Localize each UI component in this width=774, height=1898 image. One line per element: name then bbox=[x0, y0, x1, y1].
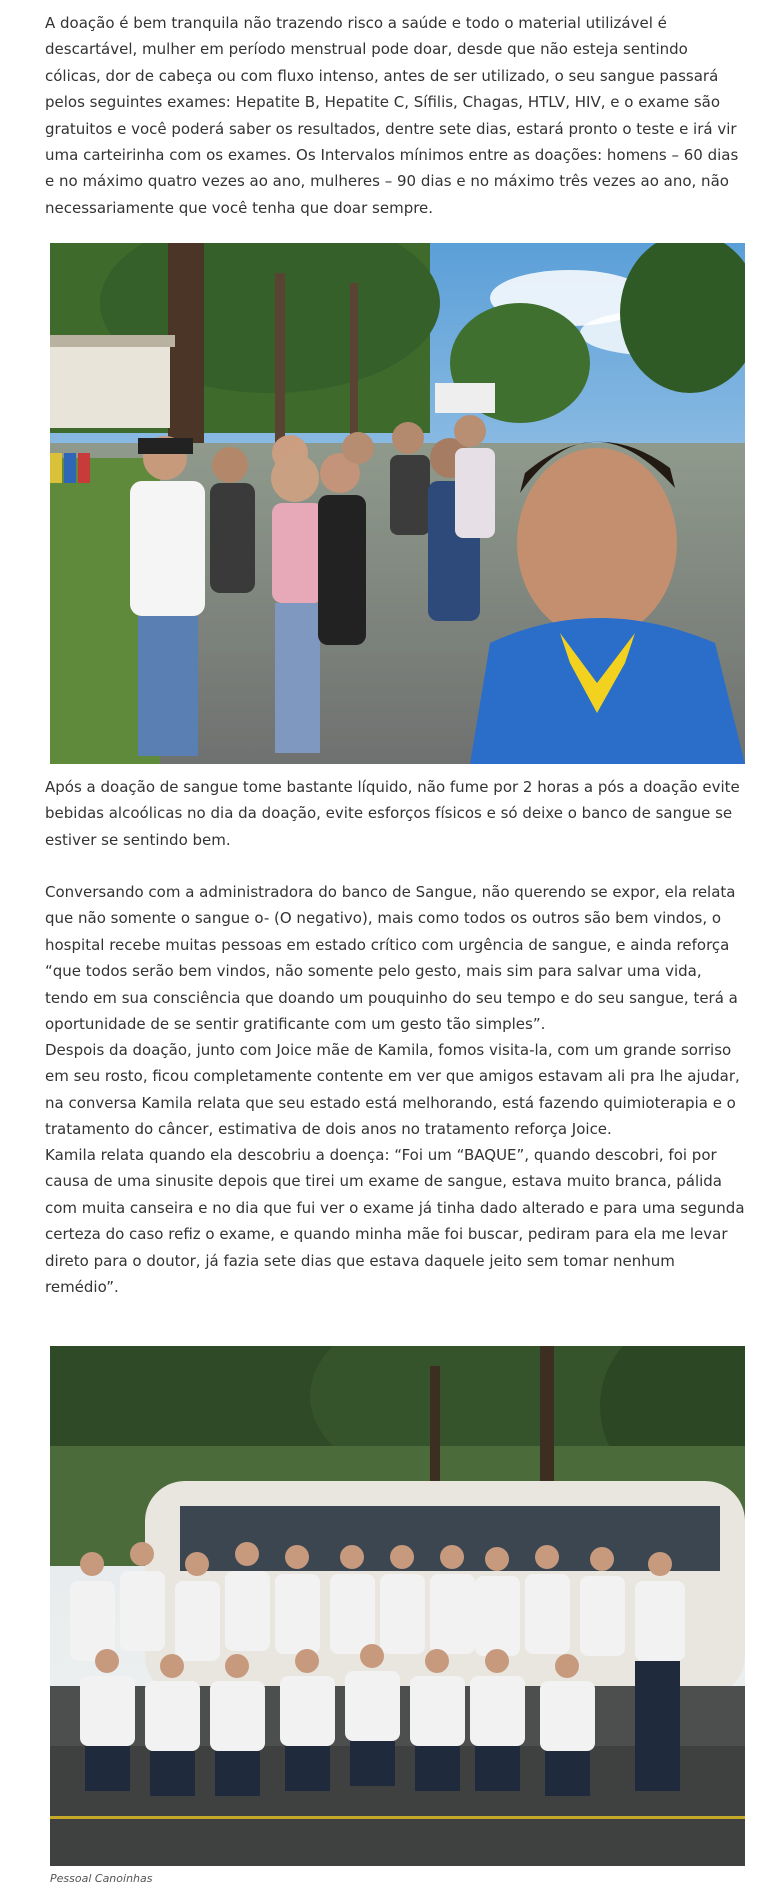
photo-caption: Pessoal Canoinhas bbox=[50, 1872, 153, 1885]
article-paragraph-kamila-diagnosis: Kamila relata quando ela descobriu a doença: “Foi um “BAQUE”, quando descobri, foi por causa de uma sinusite depois que tirei um exame de sangue, estava muito branca, pálida com muita canseira e no dia que fui ver o exame já tinha dado alterado e para uma segunda certeza do caso refiz o exame, e quando minha mãe foi buscar, pediram para ela me levar direto para o doutor, já fazia sete dias que estava daquele jeito sem tomar nenhum remédio”. bbox=[45, 1146, 745, 1297]
group-bus-image bbox=[50, 1346, 745, 1866]
article-paragraph-administrator-quote: Conversando com a administradora do banco de Sangue, não querendo se expor, ela relata que não somente o sangue o- (O negativo), mais como todos os outros são bem vindos, o hospital recebe muitas pessoas em estado crítico com urgência de sangue, e ainda reforça “que todos serão bem vindos, não somente pelo gesto, mais sim para salvar uma vida, tendo em sua consciência que doando um pouquinho do seu tempo e do seu sangue, terá a oportunidade de se sentir gratificante com um gesto tão simples”. bbox=[45, 883, 738, 1034]
group-selfie-image bbox=[50, 243, 745, 764]
article-paragraph-visit-kamila: Despois da doação, junto com Joice mãe de Kamila, fomos visita-la, com um grande sorriso em seu rosto, ficou completamente contente em ver que amigos estavam ali pra lhe ajudar, na conversa Kamila relata que seu estado está melhorando, está fazendo quimioterapia e o tratamento do câncer, estimativa de dois anos no tratamento reforça Joice. bbox=[45, 1041, 740, 1139]
article-paragraph-after-donation: Após a doação de sangue tome bastante líquido, não fume por 2 horas a pós a doação evite bebidas alcoólicas no dia da doação, evite esforços físicos e só deixe o banco de sangue se estiver se sentindo bem. bbox=[45, 778, 740, 849]
group-selfie-photo bbox=[50, 243, 745, 764]
article-paragraph-donation-info: A doação é bem tranquila não trazendo risco a saúde e todo o material utilizável é descartável, mulher em período menstrual pode doar, desde que não esteja sentindo cólicas, dor de cabeça ou com fluxo intenso, antes de ser utilizado, o seu sangue passará pelos seguintes exames: Hepatite B, Hepatite C, Sífilis, Chagas, HTLV, HIV, e o exame são gratuitos e você poderá saber os resultados, dentre sete dias, estará pronto o teste e irá vir uma carteirinha com os exames. Os Intervalos mínimos entre as doações: homens – 60 dias e no máximo quatro vezes ao ano, mulheres – 90 dias e no máximo três vezes ao ano, não necessariamente que você tenha que doar sempre. bbox=[45, 14, 739, 217]
group-bus-photo bbox=[50, 1346, 745, 1866]
